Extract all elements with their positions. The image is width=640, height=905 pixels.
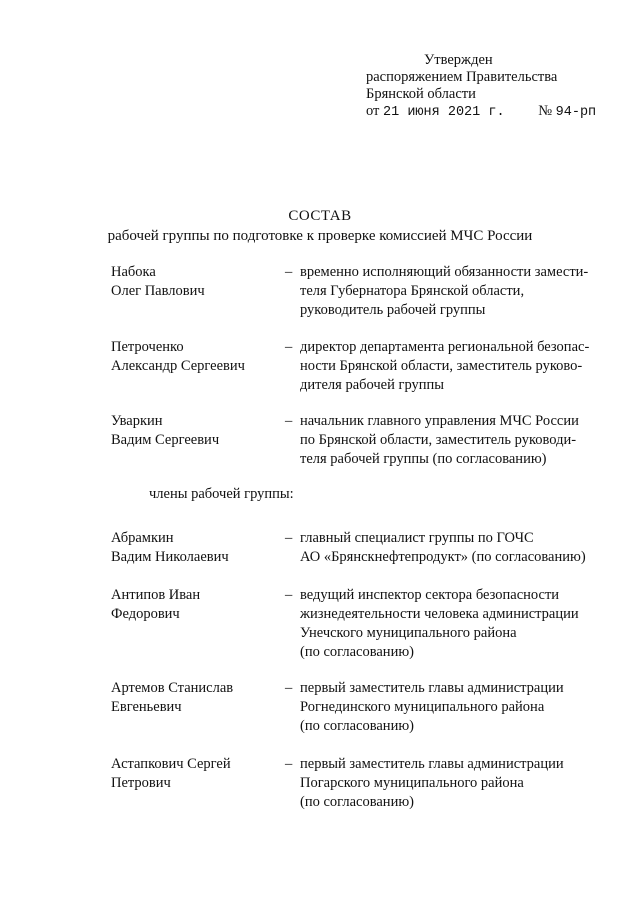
dash-separator: – (285, 587, 293, 603)
person-given-name: Александр Сергеевич (111, 358, 245, 374)
role-line: Рогнединского муниципального района (300, 699, 545, 715)
person-name (111, 755, 281, 793)
role-line: жизнедеятельности человека администрации (300, 606, 579, 622)
approval-heading: Утвержден (424, 52, 493, 68)
person-surname: Астапкович Сергей (111, 756, 231, 772)
person-surname: Антипов Иван (111, 587, 201, 603)
person-role (300, 755, 615, 812)
person-role (300, 412, 615, 469)
person-role (300, 338, 615, 395)
person-name (111, 338, 281, 376)
approval-date-line (366, 103, 596, 121)
person-given-name: Вадим Сергеевич (111, 432, 220, 448)
approval-number-label: № (538, 103, 553, 119)
person-given-name: Олег Павлович (111, 283, 205, 299)
role-line: Погарского муниципального района (300, 775, 524, 791)
role-line: АО «Брянскнефтепродукт» (по согласованию) (300, 549, 586, 565)
role-line: Унечского муниципального района (300, 625, 517, 641)
dash-separator: – (285, 339, 293, 355)
document-title: СОСТАВ (288, 208, 352, 224)
person-given-name: Федорович (111, 606, 180, 622)
approval-date: 21 июня 2021 г. (383, 105, 505, 120)
role-line: (по согласованию) (300, 794, 414, 810)
members-heading: члены рабочей группы: (149, 486, 294, 502)
role-line: по Брянской области, заместитель руководи- (300, 432, 577, 448)
role-line: первый заместитель главы администрации (300, 756, 564, 772)
person-role (300, 586, 615, 662)
person-given-name: Евгеньевич (111, 699, 182, 715)
role-line: руководитель рабочей группы (300, 302, 486, 318)
dash-separator: – (285, 680, 293, 696)
person-given-name: Петрович (111, 775, 171, 791)
person-surname: Петроченко (111, 339, 184, 355)
role-line: ведущий инспектор сектора безопасности (300, 587, 560, 603)
role-line: (по согласованию) (300, 644, 414, 660)
role-line: первый заместитель главы администрации (300, 680, 564, 696)
person-role (300, 263, 615, 320)
dash-separator: – (285, 756, 293, 772)
person-name (111, 412, 281, 450)
person-surname: Артемов Станислав (111, 680, 234, 696)
role-line: теля рабочей группы (по согласованию) (300, 451, 547, 467)
approval-block (366, 52, 596, 121)
person-name (111, 529, 281, 567)
person-surname: Абрамкин (111, 530, 174, 546)
dash-separator: – (285, 530, 293, 546)
person-role (300, 529, 615, 567)
person-surname: Уваркин (111, 413, 163, 429)
approval-region: Брянской области (366, 86, 476, 102)
role-line: дителя рабочей группы (300, 377, 445, 393)
role-line: ности Брянской области, заместитель руково- (300, 358, 583, 374)
approval-number: 94-рп (555, 105, 597, 120)
role-line: начальник главного управления МЧС России (300, 413, 579, 429)
document-subtitle: рабочей группы по подготовке к проверке комиссией МЧС России (107, 228, 533, 244)
person-name (111, 586, 281, 624)
dash-separator: – (285, 413, 293, 429)
person-given-name: Вадим Николаевич (111, 549, 229, 565)
dash-separator: – (285, 264, 293, 280)
role-line: главный специалист группы по ГОЧС (300, 530, 534, 546)
approval-authority: распоряжением Правительства (366, 69, 558, 85)
person-role (300, 679, 615, 736)
role-line: директор департамента региональной безопас- (300, 339, 590, 355)
role-line: теля Губернатора Брянской области, (300, 283, 525, 299)
approval-date-prefix: от (366, 103, 380, 119)
person-surname: Набока (111, 264, 156, 280)
person-name (111, 679, 281, 717)
person-name (111, 263, 281, 301)
role-line: временно исполняющий обязанности замести- (300, 264, 589, 280)
role-line: (по согласованию) (300, 718, 414, 734)
